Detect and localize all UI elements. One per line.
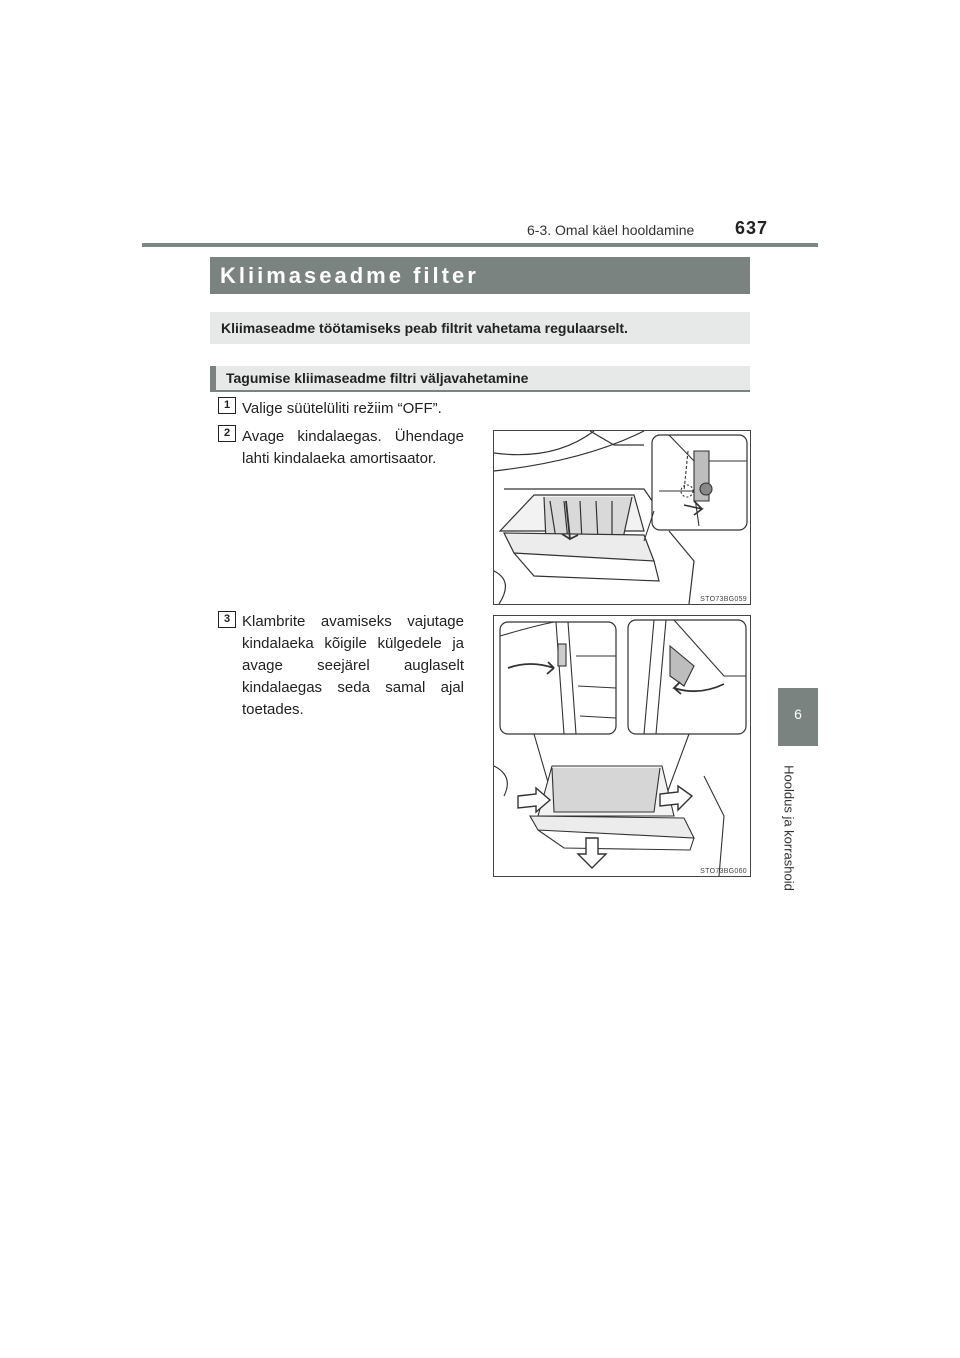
figure-glovebox-clamps xyxy=(493,615,751,877)
page-number: 637 xyxy=(735,218,769,238)
step-3-text: Klambrite avamiseks vajutage kindalaeka kõigile külgedele ja avage seejärel auglaselt kindalaegas seda samal ajal toetades. xyxy=(242,613,464,718)
step-2-text: Avage kindalaegas. Ühendage lahti kindalaeka amortisaator. xyxy=(242,428,464,467)
glovebox-clamps-illustration xyxy=(494,616,750,876)
subsection-accent xyxy=(210,366,216,390)
chapter-label xyxy=(777,758,801,898)
intro-text: Kliimaseadme töötamiseks peab filtrit vahetama regulaarselt. xyxy=(221,320,628,336)
section-header: 6-3. Omal käel hooldamine xyxy=(527,222,695,238)
intro-box xyxy=(210,312,750,344)
chapter-tab xyxy=(778,688,818,746)
figure-glovebox-damper xyxy=(493,430,751,605)
step-2-number: 2 xyxy=(218,425,236,442)
step-1-text: Valige süütelüliti režiim “OFF”. xyxy=(242,400,442,417)
figure-2-code: STO73BG060 xyxy=(700,868,747,875)
subsection-title: Tagumise kliimaseadme filtri väljavahetamine xyxy=(226,370,529,386)
step-1-number: 1 xyxy=(218,397,236,414)
glovebox-damper-illustration xyxy=(494,431,750,604)
subsection-bar xyxy=(210,366,750,392)
chapter-number: 6 xyxy=(794,706,802,722)
figure-1-code: STO73BG059 xyxy=(700,596,747,603)
title-bar xyxy=(210,257,750,294)
page-title: Kliimaseadme filter xyxy=(220,263,479,288)
chapter-label-text: Hooldus ja korrashoid xyxy=(781,765,797,891)
step-3-number: 3 xyxy=(218,611,236,628)
header-rule xyxy=(142,243,818,247)
